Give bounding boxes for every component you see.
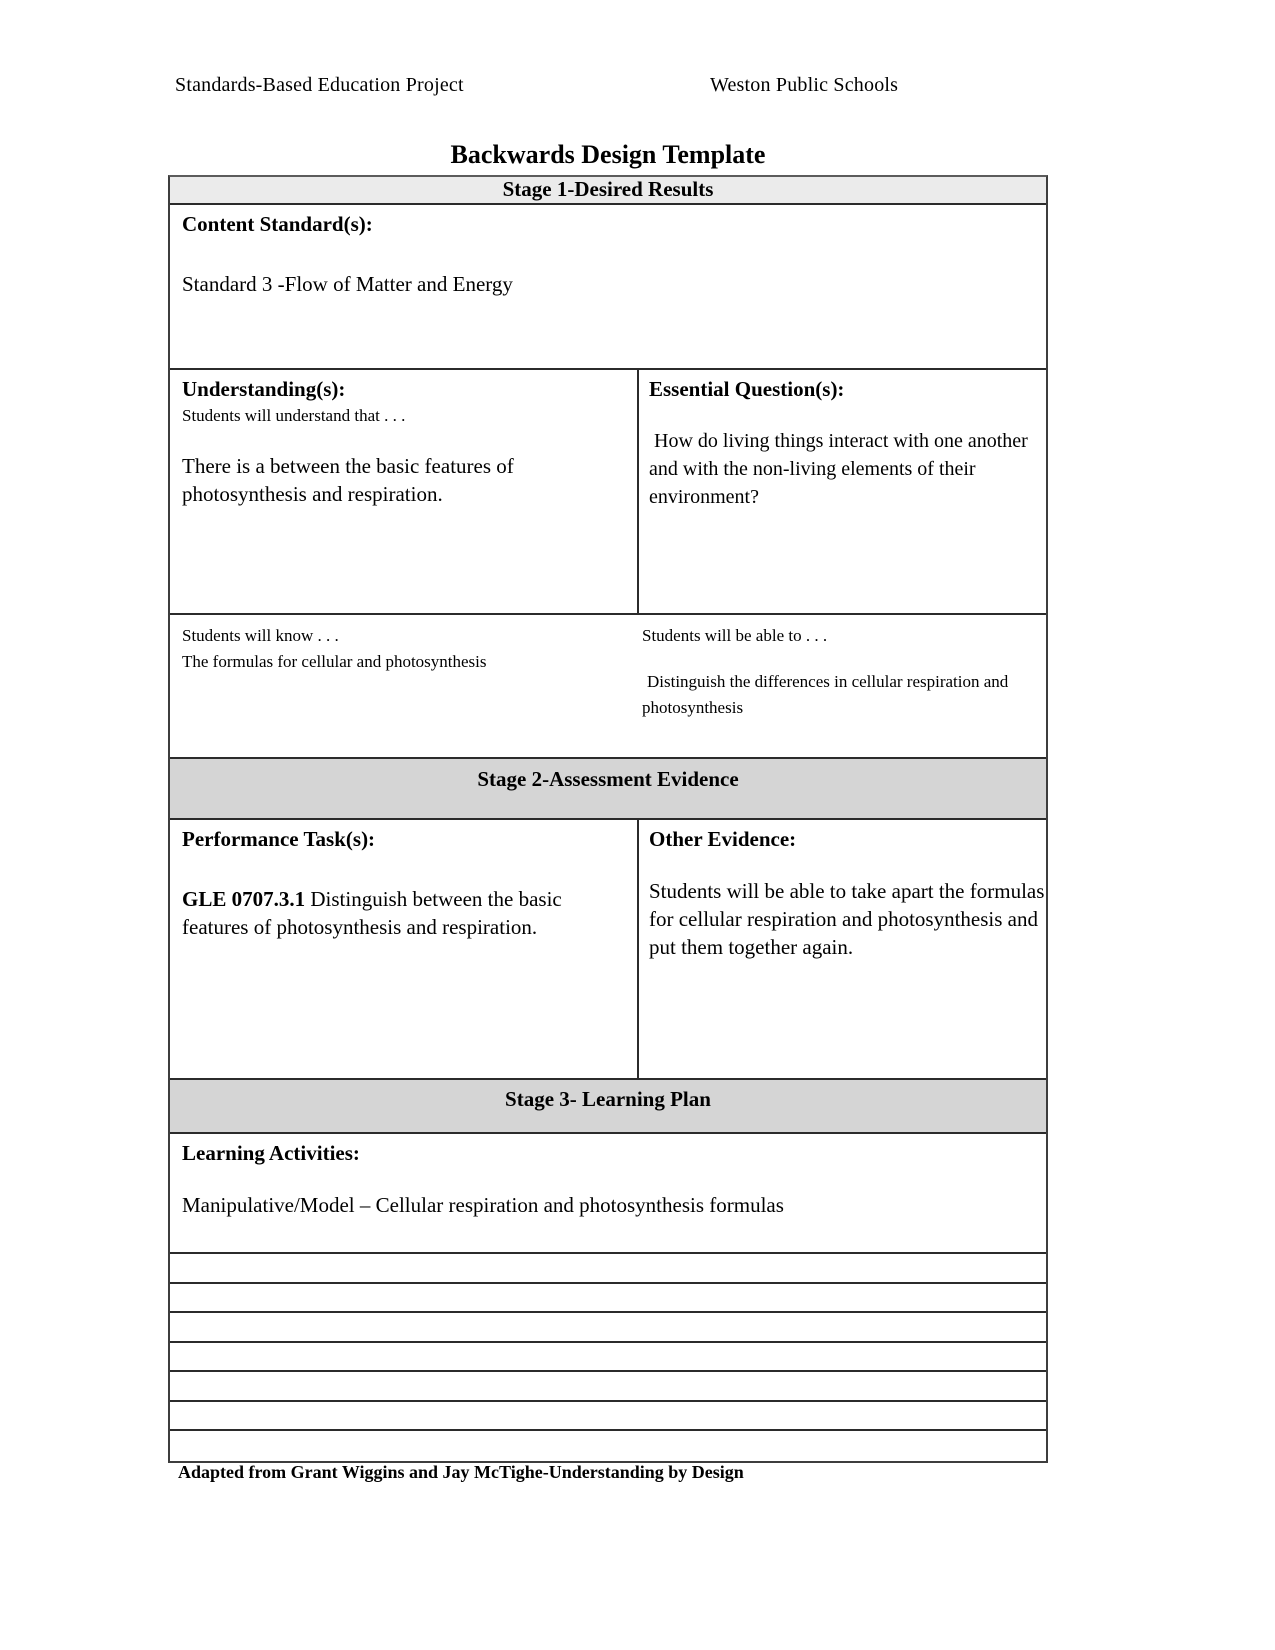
students-able-block: [642, 623, 1044, 721]
understandings-cell: [170, 370, 639, 613]
performance-task-label: Performance Task(s):: [182, 827, 376, 851]
content-standard-text: Standard 3 -Flow of Matter and Energy: [182, 272, 513, 296]
empty-row: [170, 1313, 1046, 1343]
students-will-know-text: The formulas for cellular and photosynthesis: [182, 652, 487, 671]
empty-rows: [170, 1254, 1046, 1461]
understanding-essential-row: [170, 370, 1046, 615]
essential-questions-cell: [639, 370, 1046, 613]
understandings-text: There is a between the basic features of photosynthesis and respiration.: [182, 454, 514, 506]
empty-row: [170, 1431, 1046, 1461]
empty-row: [170, 1284, 1046, 1314]
empty-row: [170, 1372, 1046, 1402]
footer-credit: Adapted from Grant Wiggins and Jay McTighe-Understanding by Design: [178, 1462, 744, 1482]
performance-task-description: Distinguish between the basic features of photosynthesis and respiration.: [182, 887, 562, 939]
other-evidence-text: Students will be able to take apart the formulas for cellular respiration and photosynthesis and put them together again.: [649, 879, 1045, 959]
gle-code: GLE 0707.3.1: [182, 887, 306, 911]
performance-task-cell: [170, 820, 639, 1078]
learning-activities-label: Learning Activities:: [182, 1141, 360, 1165]
students-able-label: Students will be able to . . .: [642, 626, 828, 645]
content-standard-cell: [170, 205, 1046, 370]
assessment-evidence-row: [170, 820, 1046, 1080]
understandings-sub-label: Students will understand that . . .: [182, 406, 406, 425]
stage2-band: Stage 2-Assessment Evidence: [170, 759, 1046, 820]
learning-activities-text: Manipulative/Model – Cellular respiration and photosynthesis formulas: [182, 1193, 784, 1217]
header-project-name: Standards-Based Education Project: [175, 74, 464, 96]
header-school-name: Weston Public Schools: [710, 74, 899, 96]
stage3-band: Stage 3- Learning Plan: [170, 1080, 1046, 1134]
backwards-design-table: [168, 175, 1048, 1463]
essential-questions-label: Essential Question(s):: [649, 377, 845, 401]
learning-activities-cell: [170, 1134, 1046, 1254]
content-standard-label: Content Standard(s):: [182, 212, 373, 236]
empty-row: [170, 1343, 1046, 1373]
know-able-row: [170, 615, 1046, 759]
students-will-know-block: [182, 623, 627, 675]
page-title: Backwards Design Template: [450, 140, 766, 169]
other-evidence-label: Other Evidence:: [649, 827, 797, 851]
empty-row: [170, 1402, 1046, 1432]
empty-row: [170, 1254, 1046, 1284]
other-evidence-cell: [639, 820, 1046, 1078]
essential-questions-text: How do living things interact with one another and with the non-living elements of their environment?: [649, 430, 1028, 508]
students-will-know-label: Students will know . . .: [182, 626, 339, 645]
understandings-label: Understanding(s):: [182, 377, 346, 401]
students-able-text: Distinguish the differences in cellular respiration and photosynthesis: [642, 672, 1009, 717]
performance-task-text: [182, 885, 629, 941]
stage1-band: Stage 1-Desired Results: [170, 177, 1046, 205]
